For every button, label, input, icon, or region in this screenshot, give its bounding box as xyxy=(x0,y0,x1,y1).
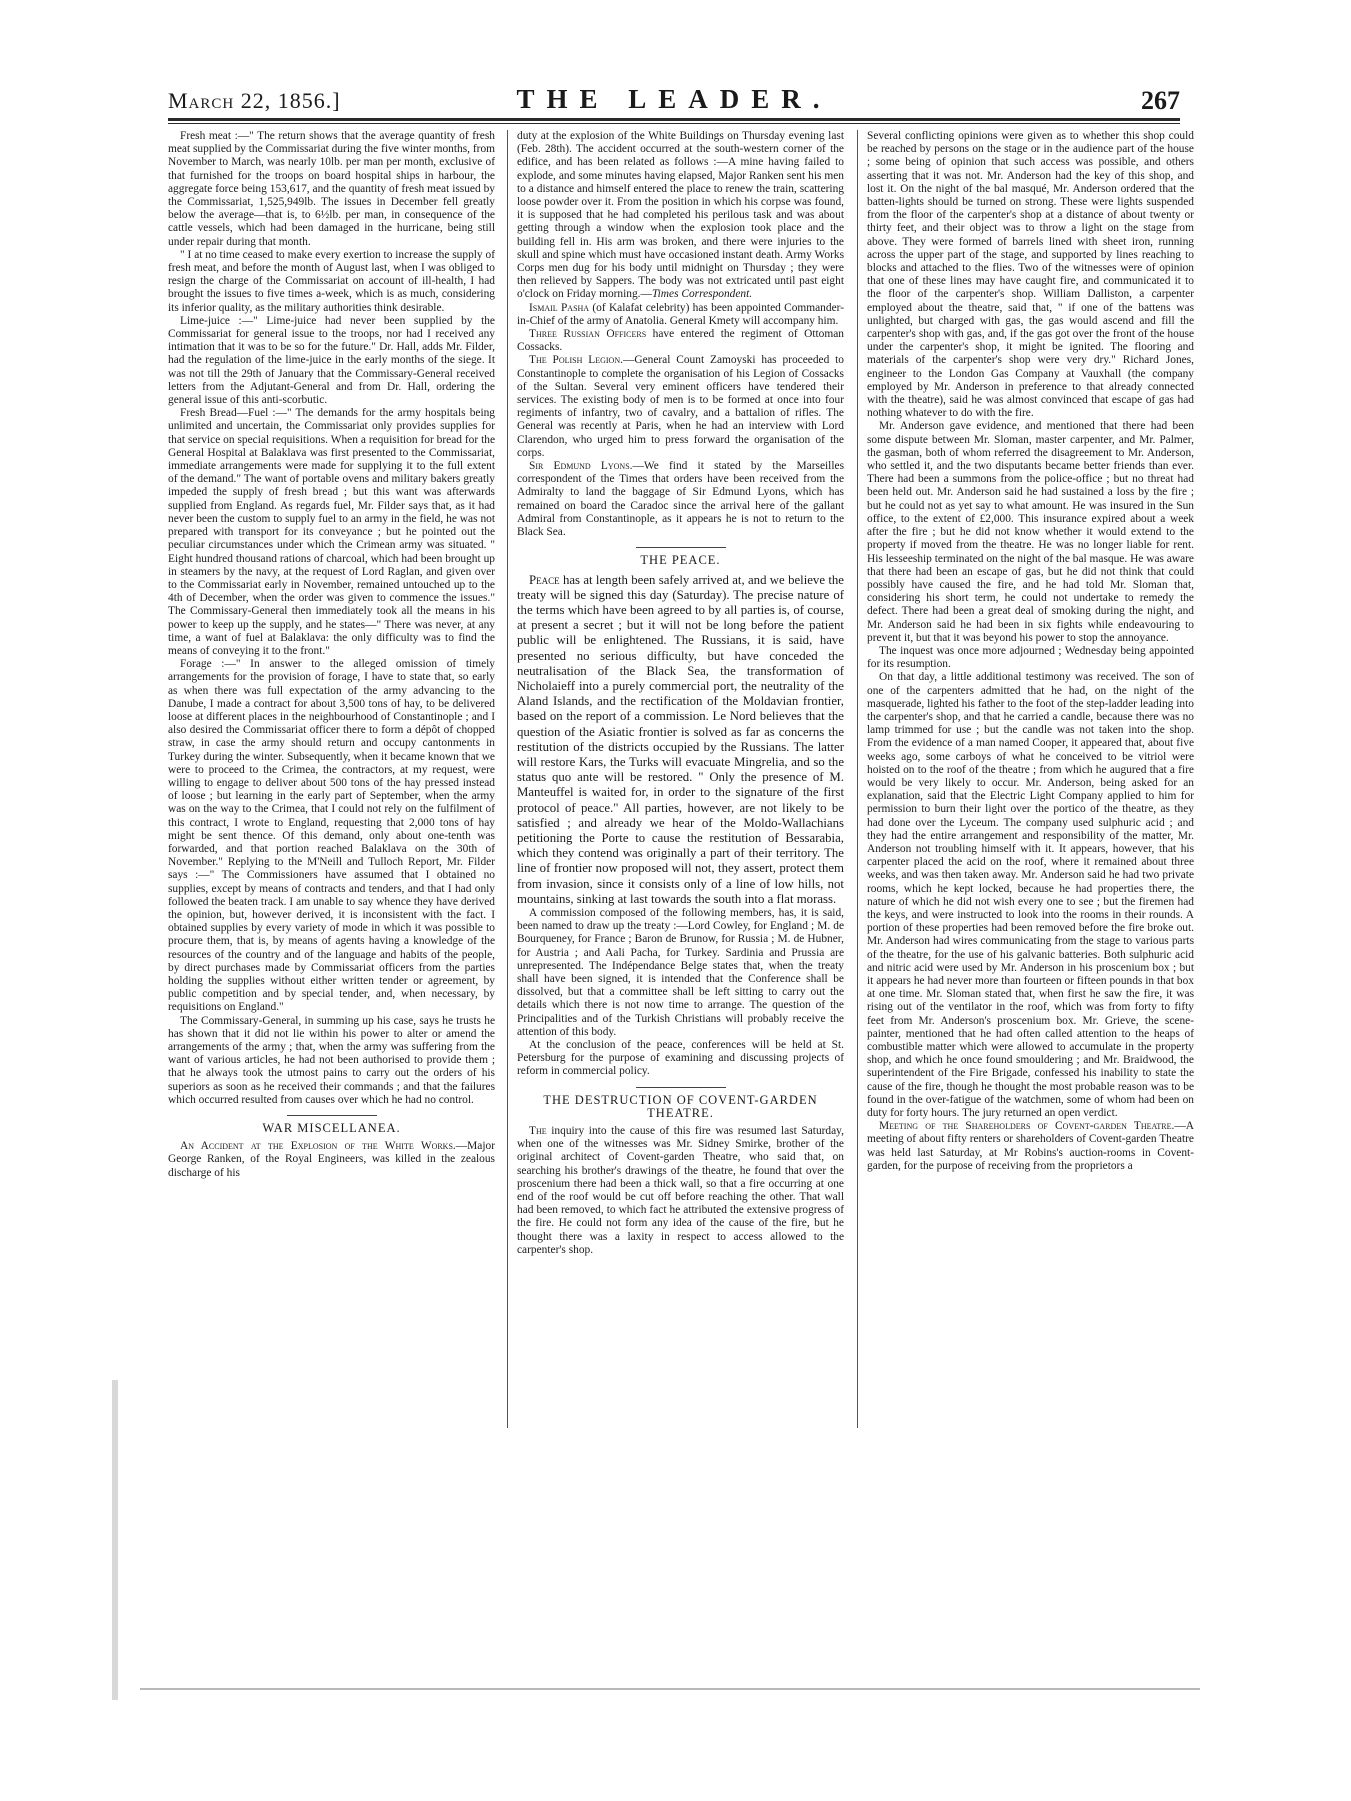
paragraph xyxy=(517,573,844,907)
page-header xyxy=(168,82,1180,116)
scan-bottom-artifact xyxy=(140,1688,1200,1690)
paragraph: The Commissary-General, in summing up his case, says he trusts he has shown that it did not lie within his power to alter or amend the arrangements of the army ; that, when the army was suffering from the want of various articles, he had not been authorised to provide them ; that he always took the utmost pains to carry out the orders of his superiors as soon as he received their commands ; and that the failures which occurred resulted from causes over which he had no control. xyxy=(168,1014,495,1106)
section-rule xyxy=(636,547,726,548)
section-heading-covent-garden: THE DESTRUCTION OF COVENT-GARDEN THEATRE. xyxy=(543,1092,818,1120)
page-number: 267 xyxy=(1141,86,1180,115)
paragraph-text: has at length been safely arrived at, and we believe the treaty will be signed this day (Saturday). The precise nature of the terms which have been agreed to by all parties is, of course, at present a secret ; but it will not be long before the patient public will be enlightened. The Russians, it is said, have presented no serious difficulty, but have conceded the neutralisation of the Black Sea, the transformation of Nicholaieff into a purely commercial port, the neutrality of the Aland Islands, and the rectification of the Moldavian frontier, based on the report of a commission. Le Nord believes that the question of the Asiatic frontier is solved as far as concerns the restitution of the districts occupied by the Russians. The latter will restore Kars, the Turks will evacuate Mingrelia, and so the status quo ante will be restored. " Only the presence of M. Manteuffel is waited for, in order to the signature of the first protocol of peace." All parties, however, are not likely to be satisfied ; and already we hear of the Moldo-Wallachians petitioning the Porte to cause the restitution of Bessarabia, which they contend was originally a part of their territory. The line of frontier now proposed will not, they assert, protect them from invasion, since it consists only of a line of low hills, not mountains, sinking at last towards the south into a flat morass. xyxy=(517,572,844,906)
run-in-heading: An Accident at the Explosion of the White Works. xyxy=(180,1140,456,1153)
paragraph xyxy=(517,302,844,328)
paragraph xyxy=(168,1140,495,1180)
paragraph xyxy=(517,328,844,354)
run-in-heading: Three Russian Officers xyxy=(529,328,647,341)
section-rule xyxy=(287,1115,377,1116)
paragraph xyxy=(517,354,844,460)
column-divider xyxy=(507,130,508,1428)
paragraph: Several conflicting opinions were given as to whether this shop could be reached by persons on the stage or in the audience part of the house ; some being of opinion that such access was possible, and others asserting that it was not. Mr. Anderson had the key of this shop, and lost it. On the night of the bal masqué, Mr. Anderson ordered that the batten-lights should be turned on strong. These were lights suspended from the floor of the carpenter's shop at a distance of about twenty or thirty feet, and their object was to throw a light on the stage from above. They were formed of barrels lined with sheet iron, running across the upper part of the stage, and supported by lines reaching to blocks and attached to the flies. Two of the witnesses were of opinion that one of these lines may have caught fire, and communicated it to the floor of the carpenter's shop. William Dalliston, a carpenter employed about the theatre, said that, " if one of the battens was unlighted, but charged with gas, the gas would ascend and fill the carpenter's shop with gas, and, if the gas got over the front of the house under the carpenter's shop, it might be ignited. The flooring and materials of the carpenter's shop were very dry." Richard Jones, engineer to the London Gas Company at Vauxhall (the company employed by Mr. Anderson in preference to that already connected with the theatre), said he was almost convinced that escape of gas had nothing whatever to do with the fire. xyxy=(867,130,1194,420)
paragraph: Fresh Bread—Fuel :—" The demands for the army hospitals being unlimited and uncertain, the Commissariat only provides supplies for that service on special requisitions. When a requisition for bread for the General Hospital at Balaklava was first presented to the Commissariat, immediate arrangements were made for supplying it to the full extent of the demand." The want of portable ovens and military bakers greatly impeded the supply of fresh bread ; but this want was afterwards supplied from England. As regards fuel, Mr. Filder says that, as it had never been the custom to supply fuel to an army in the field, he was not prepared with transport for its conveyance ; but he pointed out the peculiar circumstances under which the Crimean army was situated. " Eight hundred thousand rations of charcoal, which had been brought up in steamers by the navy, at the request of Lord Raglan, and given over to the Commissariat early in November, remained untouched up to the 4th of December, when the order was given to commence the issues." The Commissary-General then immediately took all the means in his power to keep up the supply, and he states—" There was never, at any time, a want of fuel at Balaklava: the only difficulty was to find the means of conveying it to the front." xyxy=(168,407,495,657)
column-divider xyxy=(857,130,858,1428)
issue-date: March 22, 1856.] xyxy=(168,88,341,113)
paragraph xyxy=(517,130,844,302)
paragraph xyxy=(517,1125,844,1257)
run-in-heading: Ismail Pasha xyxy=(529,301,590,314)
masthead-title: THE LEADER. xyxy=(516,84,832,114)
paragraph: The inquest was once more adjourned ; Wednesday being appointed for its resumption. xyxy=(867,644,1194,671)
paragraph: " I at no time ceased to make every exertion to increase the supply of fresh meat, and before the month of August last, when I was obliged to resign the charge of the Commissariat on account of ill-health, I had brought the issues to five times a-week, which is as much, considering its inferior quality, as the military authorities think desirable. xyxy=(168,248,495,314)
column-left xyxy=(168,130,495,1430)
run-in-heading: The xyxy=(529,1125,547,1138)
run-in-heading: Sir Edmund Lyons. xyxy=(529,460,633,473)
scan-edge-shadow xyxy=(112,1380,118,1700)
paragraph-text: —Major George Ranken, of the Royal Engineers, was killed in the zealous discharge of his xyxy=(168,1140,495,1179)
paragraph-text: —General Count Zamoyski has proceeded to Constantinople to complete the organisation of his Legion of Cossacks of the Sultan. Several very eminent officers have tendered their services. The existing body of men is to be formed at once into four regiments of infantry, two of cavalry, and a battalion of rifles. The General was recently at Paris, when he had an interview with Lord Clarendon, who urged him to press forward the organisation of the corps. xyxy=(517,354,844,459)
paragraph: At the conclusion of the peace, conferences will be held at St. Petersburg for the purpose of examining and discussing projects of reform in commercial policy. xyxy=(517,1039,844,1078)
section-heading-war-miscellanea: WAR MISCELLANEA. xyxy=(262,1121,401,1136)
header-rule-thin xyxy=(168,123,1180,124)
paragraph: Forage :—" In answer to the alleged omission of timely arrangements for the provision of forage, I have to state that, so early as when there was full expectation of the army advancing to the Danube, I made a contract for about 3,500 tons of hay, to be delivered loose at different places in the neighbourhood of Constantinople ; and I also desired the Commissariat officer there to form a dépôt of chopped straw, in case the army should return and occupy cantonments in Turkey during the winter. Subsequently, when it became known that we were to proceed to the Crimea, the contractors, at my request, were willing to engage to deliver about 500 tons of the hay pressed instead of loose ; but learning in the early part of September, when the army was on the way to the Crimea, that I could not rely on the fulfilment of this contract, I wrote to England, requesting that 2,000 tons of hay might be sent thence. Of this demand, only about one-tenth was forwarded, and that portion reached Balaklava on the 30th of November." Replying to the M'Neill and Tulloch Report, Mr. Filder says :—" The Commissioners have assumed that I obtained no supplies, except by means of contracts and tenders, and that I had only followed the beaten track. I am unable to say whence they have derived the opinion, but, however derived, it is inconsistent with the fact. I obtained supplies by every variety of mode in which it was possible to procure them, that is, by means of agents having a knowledge of the resources of the country and of the language and habits of the people, by direct purchases made by Commissariat officers from the parties holding the supplies without either written tender or agreement, by public competition and by special tender, and, when necessary, by requisitions on England." xyxy=(168,658,495,1014)
source-credit: Times Correspondent. xyxy=(651,288,753,301)
run-in-heading: Meeting of the Shareholders of Covent-garden Theatre. xyxy=(879,1120,1175,1133)
paragraph: A commission composed of the following members, has, it is said, been named to draw up the treaty :—Lord Cowley, for England ; M. de Bourqueney, for France ; Baron de Brunow, for Russia ; M. de Hubner, for Austria ; and Aali Pacha, for Turkey. Sardinia and Prussia are unrepresented. The Indépendance Belge states that, when the treaty shall have been signed, it is intended that the Conference shall be dissolved, but that a committee shall be left sitting to carry out the details which there is not now time to arrange. The question of the Principalities and of the Turkish Christians will probably receive the attention of this body. xyxy=(517,906,844,1038)
paragraph: On that day, a little additional testimony was received. The son of one of the carpenters admitted that he had, on the night of the masquerade, lighted his father to the foot of the step-ladder leading into the carpenter's shop, and that he carried a candle, because there was no lamp trimmed for use ; but the candle was not taken into the shop. From the evidence of a man named Cooper, it appeared that, about five weeks ago, some carboys of what he conceived to be vitriol were hoisted on to the roof of the theatre ; from which he augured that a fire would be very likely to occur. Mr. Anderson, being asked for an explanation, said that the Electric Light Company applied to him for permission to burn their light over the portico of the theatre, as they had done over the Lyceum. The company used sulphuric acid ; and they had the entire arrangement and responsibility of the matter, Mr. Anderson not troubling himself with it. It appears, however, that his carpenter placed the acid on the roof, where it remained about three weeks, and was then taken away. Mr. Anderson said he had two private rooms, which he kept locked, because he had properties there, the nature of which he did not wish every one to see ; but the firemen had the keys, and were instructed to look into the rooms in their rounds. A portion of these properties had been removed before the fire broke out. Mr. Anderson had wires communicating from the stage to various parts of the theatre, for the use of his galvanic batteries. Both sulphuric acid and nitric acid were used by Mr. Anderson in his proscenium box ; but it appears he had never more than fourteen or fifteen pounds in that box at one time. Mr. Sloman stated that, when first he saw the fire, it was rising out of the ventilator in the roof, which was from forty to fifty feet from Mr. Anderson's proscenium box. Mr. Grieve, the scene-painter, mentioned that he had often called attention to the heaps of combustible matter which were allowed to accumulate in the property shop, and which he once found smouldering ; and Mr. Braidwood, the superintendent of the Fire Brigade, confessed his inability to state the cause of the fire, though he thought the most probable reason was to be found in the over-fatigue of the watchmen, some of whom had been on duty for forty hours. The jury returned an open verdict. xyxy=(867,671,1194,1120)
paragraph-text: inquiry into the cause of this fire was resumed last Saturday, when one of the witnesses was Mr. Sidney Smirke, brother of the original architect of Covent-garden Theatre, who said that, on searching his brother's drawings of the theatre, he found that over the proscenium there had been a thick wall, so that a fire occurring at one end of the roof would be cut off before reaching the other. That wall had been removed, to which fact he attributed the extensive progress of the fire. He could not form any idea of the cause of the fire, but he thought there was a laxity in respect to access allowed to the carpenter's shop. xyxy=(517,1125,844,1256)
column-right xyxy=(867,130,1194,1430)
paragraph-text: (of Kalafat celebrity) has been appointed Commander-in-Chief of the army of Anatolia. General Kmety will accompany him. xyxy=(517,301,844,327)
paragraph-text: —We find it stated by the Marseilles correspondent of the Times that orders have been received from the Admiralty to land the baggage of Sir Edmund Lyons, which has remained on board the Caradoc since the arrival here of the gallant Admiral from Constantinople, as it appears he is not to return to the Black Sea. xyxy=(517,460,844,539)
run-in-heading: Peace xyxy=(529,572,560,587)
paragraph: Fresh meat :—" The return shows that the average quantity of fresh meat supplied by the Commissariat during the five winter months, from November to March, was nearly 10lb. per man per month, exclusive of that furnished for the troops on board hospital ships in harbour, the aggregate force being 153,617, and the quantity of fresh meat issued by the Commissariat, 1,525,949lb. The issues in December fell greatly below the average—that is, to 6½lb. per man, in consequence of the cattle vessels, which had been damaged in the hurricane, being still under repair during that month. xyxy=(168,130,495,248)
paragraph xyxy=(517,460,844,539)
run-in-heading: The Polish Legion. xyxy=(529,354,623,367)
paragraph-text: duty at the explosion of the White Buildings on Thursday evening last (Feb. 28th). The accident occurred at the south-western corner of the edifice, and has been related as follows :—A mine having failed to explode, and some minutes having elapsed, Major Ranken sent his men to a distance and himself entered the place to renew the train, scattering loose powder over it. From the position in which his corpse was found, it is supposed that he had completed his perilous task and was about getting through a window when the explosion took place and the building fell in. His arm was broken, and there were injuries to the skull and spine which must have occasioned instant death. Army Works Corps men dug for his body until midnight on Thursday ; they were then relieved by Sappers. The body was not extricated until past eight o'clock on Friday morning.— xyxy=(517,130,844,301)
paragraph-text: —A meeting of about fifty renters or shareholders of Covent-garden Theatre was held last Saturday, at Mr Robins's auction-rooms in Covent-garden, for the purpose of receiving from the proprietors a xyxy=(867,1120,1194,1172)
header-rule xyxy=(168,118,1180,121)
section-heading-the-peace: THE PEACE. xyxy=(640,553,721,568)
column-middle xyxy=(517,130,844,1430)
paragraph xyxy=(867,1120,1194,1173)
paragraph-text: have entered the regiment of Ottoman Cossacks. xyxy=(517,328,844,354)
paragraph: Mr. Anderson gave evidence, and mentioned that there had been some dispute between Mr. Sloman, master carpenter, and Mr. Palmer, the gasman, both of whom referred the disagreement to Mr. Anderson, who settled it, and the two disputants became better friends than ever. There had been a summons from the police-office ; but no threat had been held out. Mr. Anderson said he had sustained a loss by the fire ; but he could not as yet say to what amount. He was insured in the Sun office, to the extent of £2,000. This insurance expired about a week after the fire ; but he did not know whether it would extend to the property if moved from the theatre. He was no longer liable for rent. His lesseeship terminated on the night of the bal masque. He was aware that there had been an escape of gas, but he did not think that could possibly have caused the fire, and he had told Mr. Sloman that, considering his short term, he could not undertake to remedy the defect. There had been a great deal of smoking during the night, and Mr. Anderson said he had been in six fights while endeavouring to prevent it, but that it was beyond his power to stop the annoyance. xyxy=(867,420,1194,644)
paragraph: Lime-juice :—" Lime-juice had never been supplied by the Commissariat for general issue to the troops, nor had I received any intimation that it was to be so for the future." Dr. Hall, adds Mr. Filder, had the regulation of the lime-juice in the early months of the siege. It was not till the 29th of January that the Commissary-General received letters from the Adjutant-General and from Dr. Hall, ordering the general issue of this anti-scorbutic. xyxy=(168,314,495,407)
section-rule xyxy=(636,1087,726,1088)
